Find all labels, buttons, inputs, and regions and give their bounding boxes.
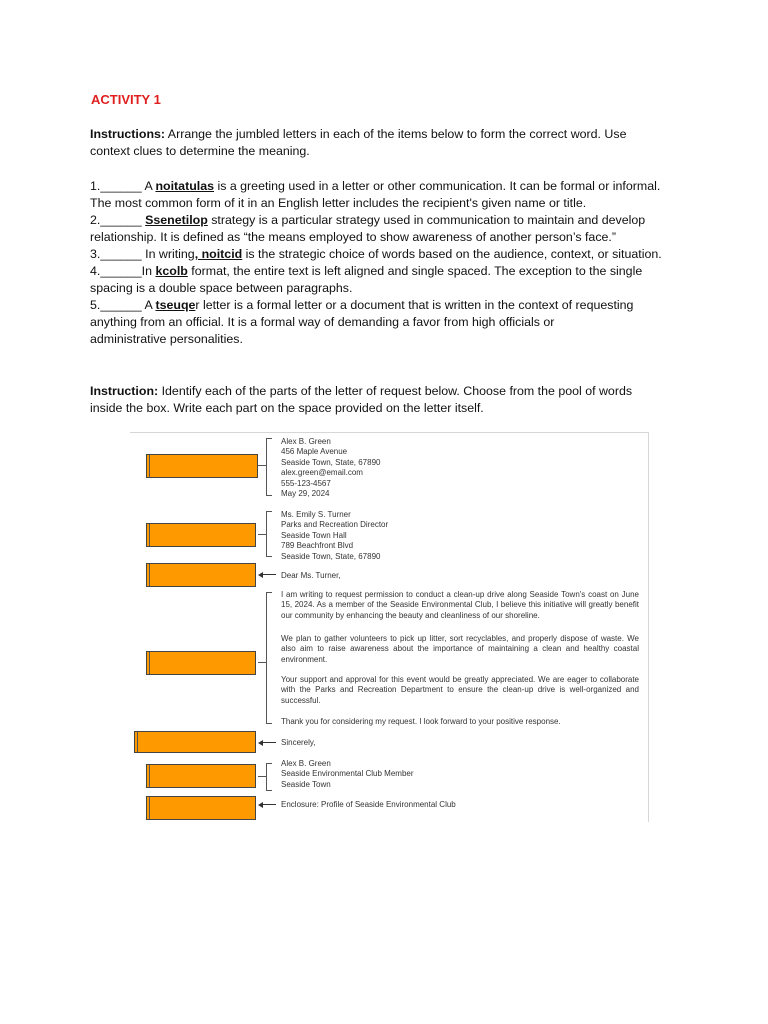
instruction2-line2: inside the box. Write each part on the space provided on the letter itself. bbox=[90, 401, 484, 415]
list-item bbox=[90, 297, 690, 314]
letter-figure bbox=[130, 432, 649, 822]
item-list bbox=[90, 178, 690, 348]
jumbled-word: Ssenetilop bbox=[145, 213, 208, 227]
item-text: The most common form of it in an English letter includes the recipient's given name or title. bbox=[90, 196, 587, 210]
item-text: is a greeting used in a letter or other communication. It can be formal or informal. bbox=[214, 179, 661, 193]
signature-title: Seaside Environmental Club Member bbox=[281, 769, 414, 779]
recipient-bracket bbox=[266, 511, 272, 557]
jumbled-word: kcolb bbox=[155, 264, 188, 278]
item-text: spacing is a double space between paragraphs. bbox=[90, 281, 353, 295]
item-number: 2.______ bbox=[90, 213, 146, 227]
letter-date: May 29, 2024 bbox=[281, 489, 330, 499]
sender-phone: 555-123-4567 bbox=[281, 478, 331, 488]
jumbled-word: tseuqe bbox=[155, 298, 196, 312]
instruction2-paragraph bbox=[90, 383, 690, 417]
item-text: strategy is a particular strategy used in communication to maintain and develop bbox=[207, 213, 646, 227]
item-text: r letter is a formal letter or a document that is written in the context of requesting bbox=[195, 298, 634, 312]
signature-bracket bbox=[266, 763, 272, 791]
list-item bbox=[90, 263, 690, 280]
signature-block bbox=[281, 759, 414, 790]
heading-bracket bbox=[266, 438, 272, 496]
signature-name: Alex B. Green bbox=[281, 759, 331, 768]
body-bracket bbox=[266, 592, 272, 724]
list-item bbox=[90, 246, 690, 263]
jumbled-word: noitatulas bbox=[155, 179, 214, 193]
recipient-city: Seaside Town, State, 67890 bbox=[281, 551, 381, 561]
sender-street: 456 Maple Avenue bbox=[281, 447, 348, 457]
item-number: 1.______ A bbox=[90, 179, 156, 193]
answer-box-salutation[interactable] bbox=[146, 563, 256, 587]
jumbled-word: , noitcid bbox=[194, 247, 243, 261]
list-item bbox=[90, 212, 690, 229]
instructions-line2: context clues to determine the meaning. bbox=[90, 144, 310, 158]
sender-name: Alex B. Green bbox=[281, 437, 331, 446]
recipient-title: Parks and Recreation Director bbox=[281, 520, 389, 530]
answer-box-enclosure[interactable] bbox=[146, 796, 256, 820]
recipient-street: 789 Beachfront Blvd bbox=[281, 541, 354, 551]
activity-title: ACTIVITY 1 bbox=[91, 92, 161, 107]
instructions-paragraph bbox=[90, 126, 690, 160]
closing: Sincerely, bbox=[281, 738, 316, 747]
salutation: Dear Ms. Turner, bbox=[281, 571, 341, 580]
body-paragraph-1: I am writing to request permission to conduct a clean-up drive along Seaside Town's coast on June 15, 2024. As a member of the Seaside Environmental Club, I believe this initiative will greatly benefit our community by enhancing the beauty and cleanliness of our shoreline. bbox=[281, 590, 639, 620]
item-text: format, the entire text is left aligned and single spaced. The exception to the single bbox=[187, 264, 643, 278]
sender-email: alex.green@email.com bbox=[281, 468, 363, 478]
item-number: 4.______In bbox=[90, 264, 156, 278]
recipient-name: Ms. Emily S. Turner bbox=[281, 510, 351, 519]
salutation-arrow bbox=[258, 572, 263, 578]
instruction2-label: Instruction: bbox=[90, 384, 159, 398]
recipient-office: Seaside Town Hall bbox=[281, 530, 347, 540]
item-text: relationship. It is defined as “the means employed to show awareness of another person’s face.” bbox=[90, 230, 616, 244]
enclosure: Enclosure: Profile of Seaside Environmental Club bbox=[281, 800, 456, 809]
instructions-line1: Arrange the jumbled letters in each of the items below to form the correct word. Use bbox=[165, 127, 627, 141]
answer-box-heading[interactable] bbox=[146, 454, 258, 478]
answer-box-body[interactable] bbox=[146, 651, 256, 675]
body-paragraph-4: Thank you for considering my request. I look forward to your positive response. bbox=[281, 717, 561, 726]
list-item bbox=[90, 178, 690, 195]
sender-city: Seaside Town, State, 67890 bbox=[281, 457, 381, 467]
body-paragraph-3: Your support and approval for this event would be greatly appreciated. We are eager to collaborate with the Parks and Recreation Department to ensure the clean-up drive is well-organized and successful. bbox=[281, 675, 639, 705]
body-paragraph-2: We plan to gather volunteers to pick up litter, sort recyclables, and properly dispose of waste. We also aim to raise awareness about the importance of maintaining a clean and healthy coastal environment. bbox=[281, 634, 639, 664]
item-number: 5.______ A bbox=[90, 298, 156, 312]
item-text: administrative personalities. bbox=[90, 332, 243, 346]
answer-box-inside-address[interactable] bbox=[146, 523, 256, 547]
recipient-block bbox=[281, 510, 388, 562]
item-number: 3.______ In writing bbox=[90, 247, 195, 261]
answer-box-signature[interactable] bbox=[146, 764, 256, 788]
item-text: is the strategic choice of words based on the audience, context, or situation. bbox=[242, 247, 662, 261]
enclosure-arrow bbox=[258, 802, 263, 808]
instructions-label: Instructions: bbox=[90, 127, 166, 141]
closing-arrow bbox=[258, 740, 263, 746]
answer-box-closing[interactable] bbox=[134, 731, 256, 753]
signature-town: Seaside Town bbox=[281, 779, 331, 789]
sender-block bbox=[281, 437, 380, 499]
item-text: anything from an official. It is a formal way of demanding a favor from high officials or bbox=[90, 315, 555, 329]
instruction2-line1: Identify each of the parts of the letter of request below. Choose from the pool of words bbox=[158, 384, 633, 398]
